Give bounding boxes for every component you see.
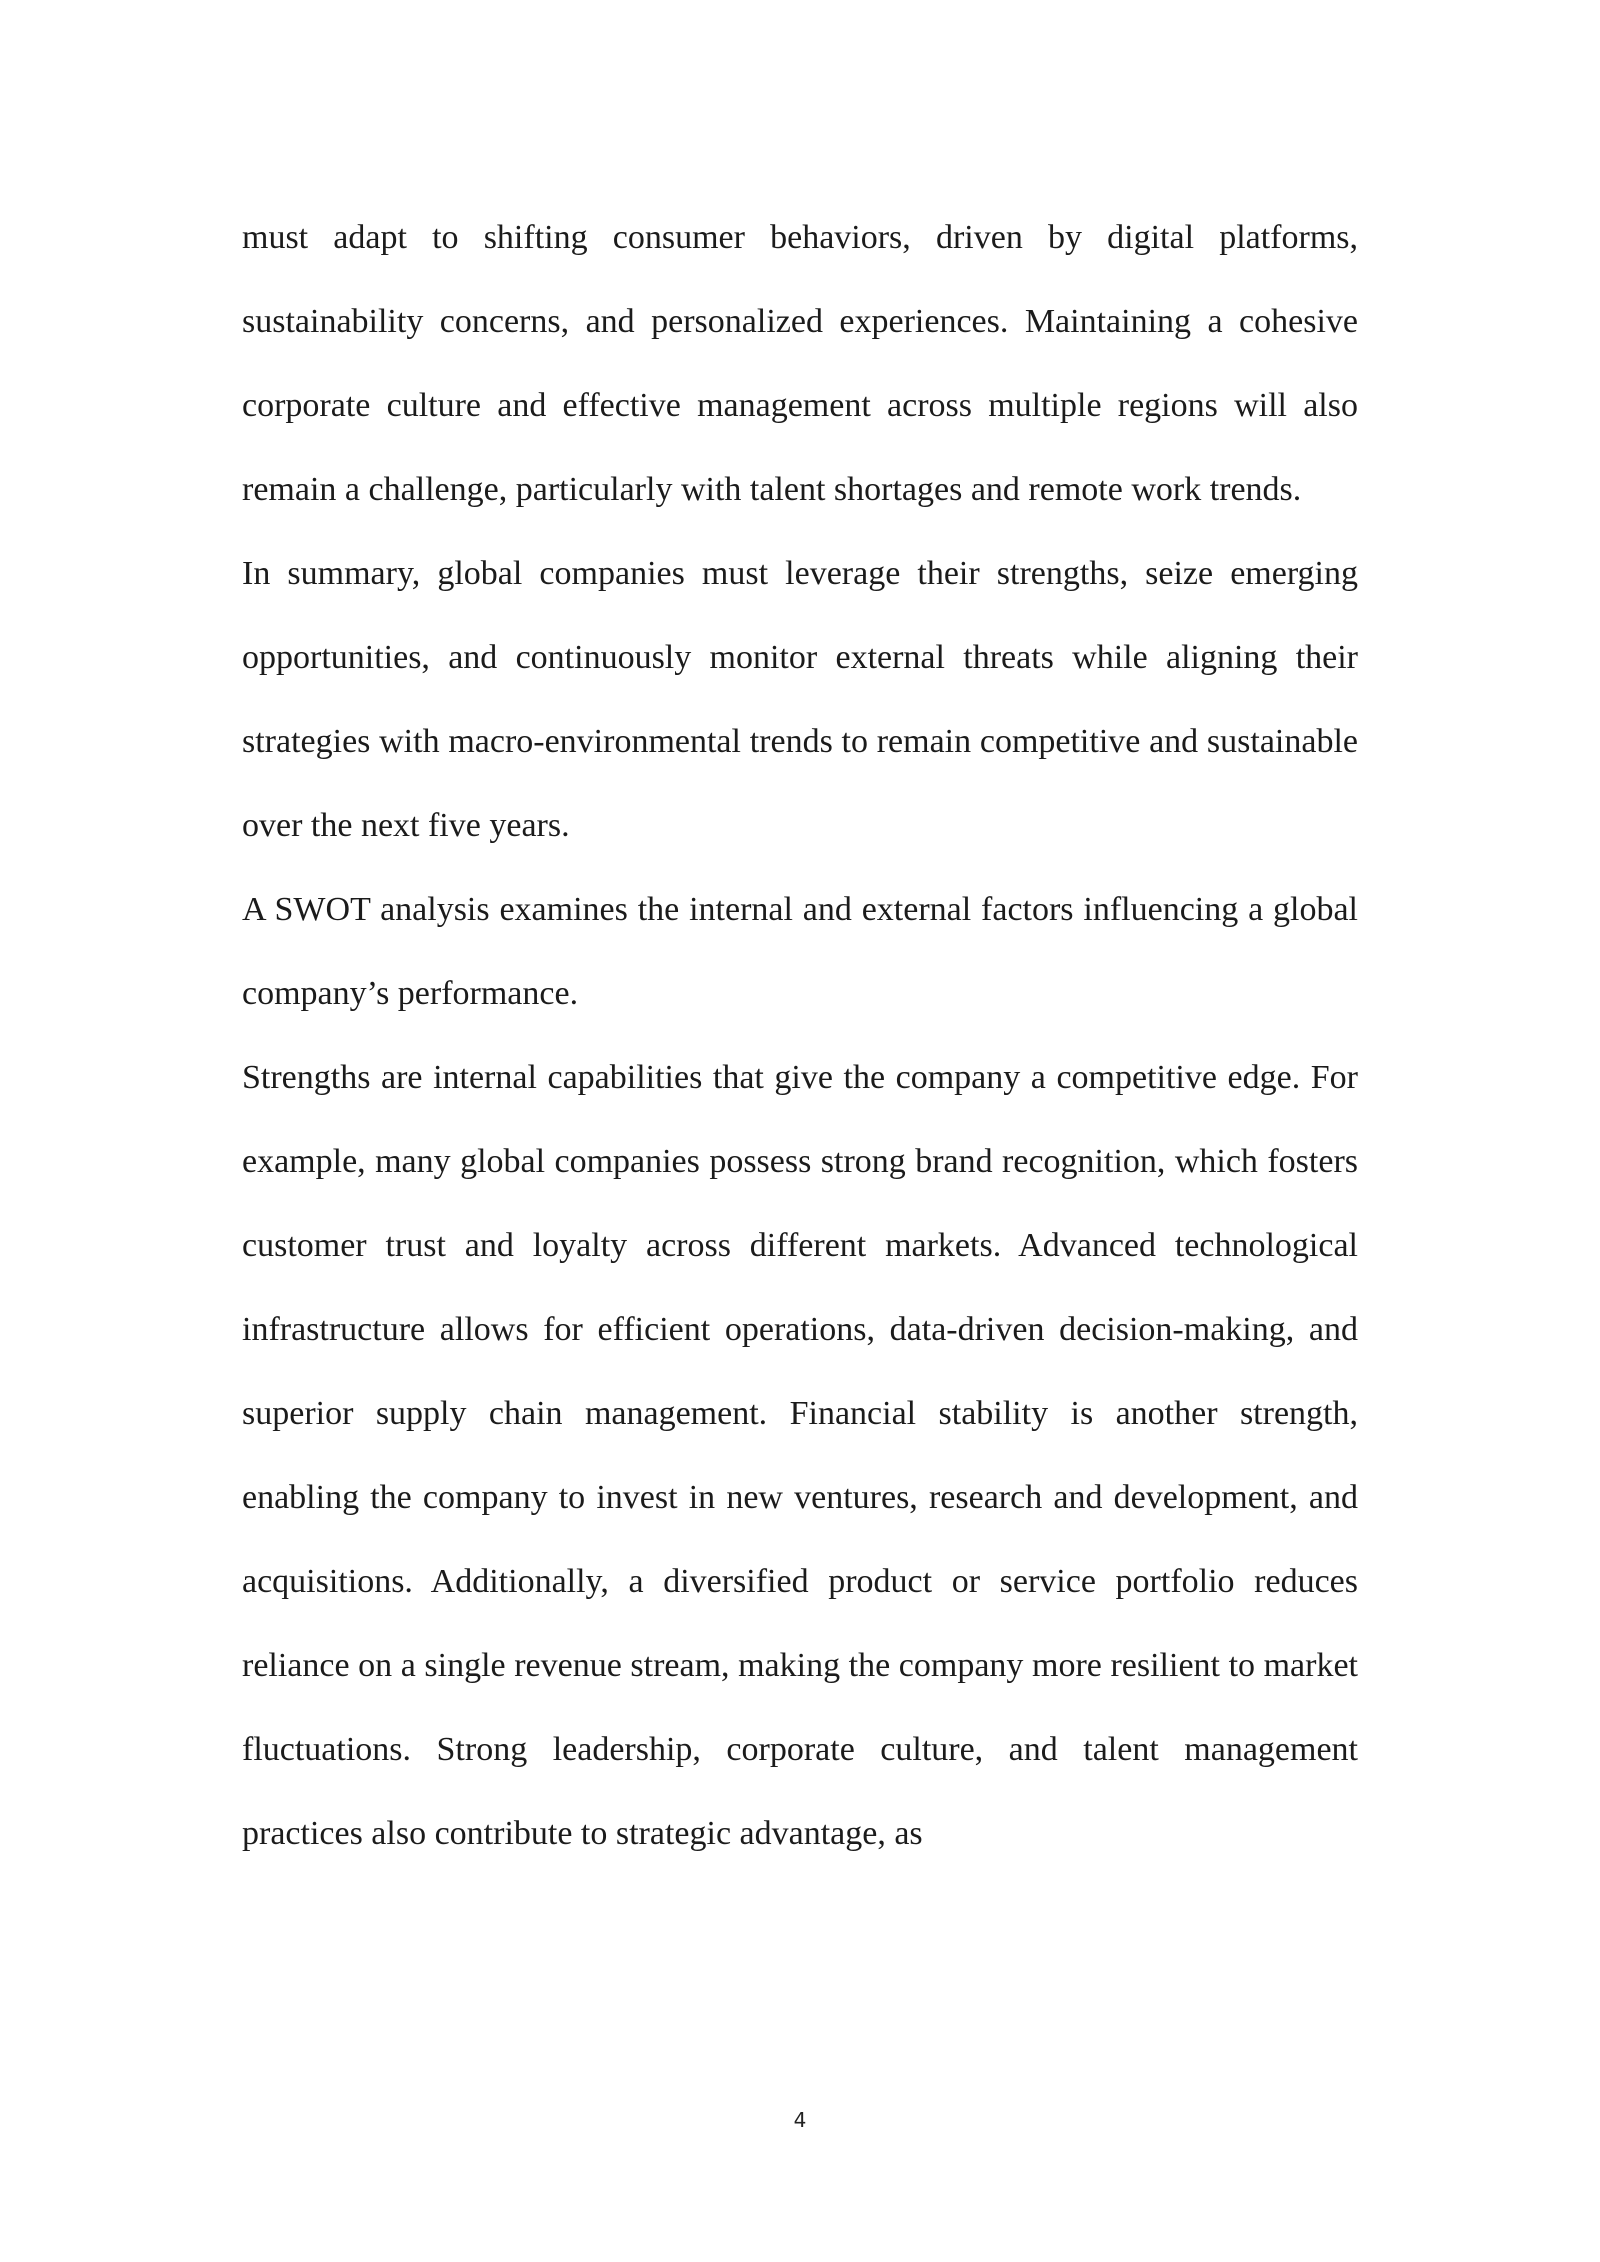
paragraph-strengths: Strengths are internal capabilities that give the company a competitive edge. For example, many global companies possess strong brand recognition, which fosters customer trust and loyalty across different markets. Advanced technological infrastructure allows for efficient operations, data-driven decision-making, and superior supply chain management. Financial stability is another strength, enabling the company to invest in new ventures, research and development, and acquisitions. Additionally, a diversified product or service portfolio reduces reliance on a single revenue stream, making the company more resilient to market fluctuations. Strong leadership, corporate culture, and talent management practices also contribute to strategic advantage, as — [242, 1059, 1358, 1852]
document-body — [242, 196, 1358, 1876]
paragraph-swot-intro: A SWOT analysis examines the internal and external factors influencing a global company’s performance. — [242, 891, 1358, 1012]
paragraph-summary: In summary, global companies must leverage their strengths, seize emerging opportunities, and continuously monitor external threats while aligning their strategies with macro-environmental trends to remain competitive and sustainable over the next five years. — [242, 555, 1358, 844]
paragraph-consumer-behaviors: must adapt to shifting consumer behaviors, driven by digital platforms, sustainability concerns, and personalized experiences. Maintaining a cohesive corporate culture and effective management across multiple regions will also remain a challenge, particularly with talent shortages and remote work trends. — [242, 219, 1358, 508]
page-number: 4 — [793, 2108, 807, 2132]
